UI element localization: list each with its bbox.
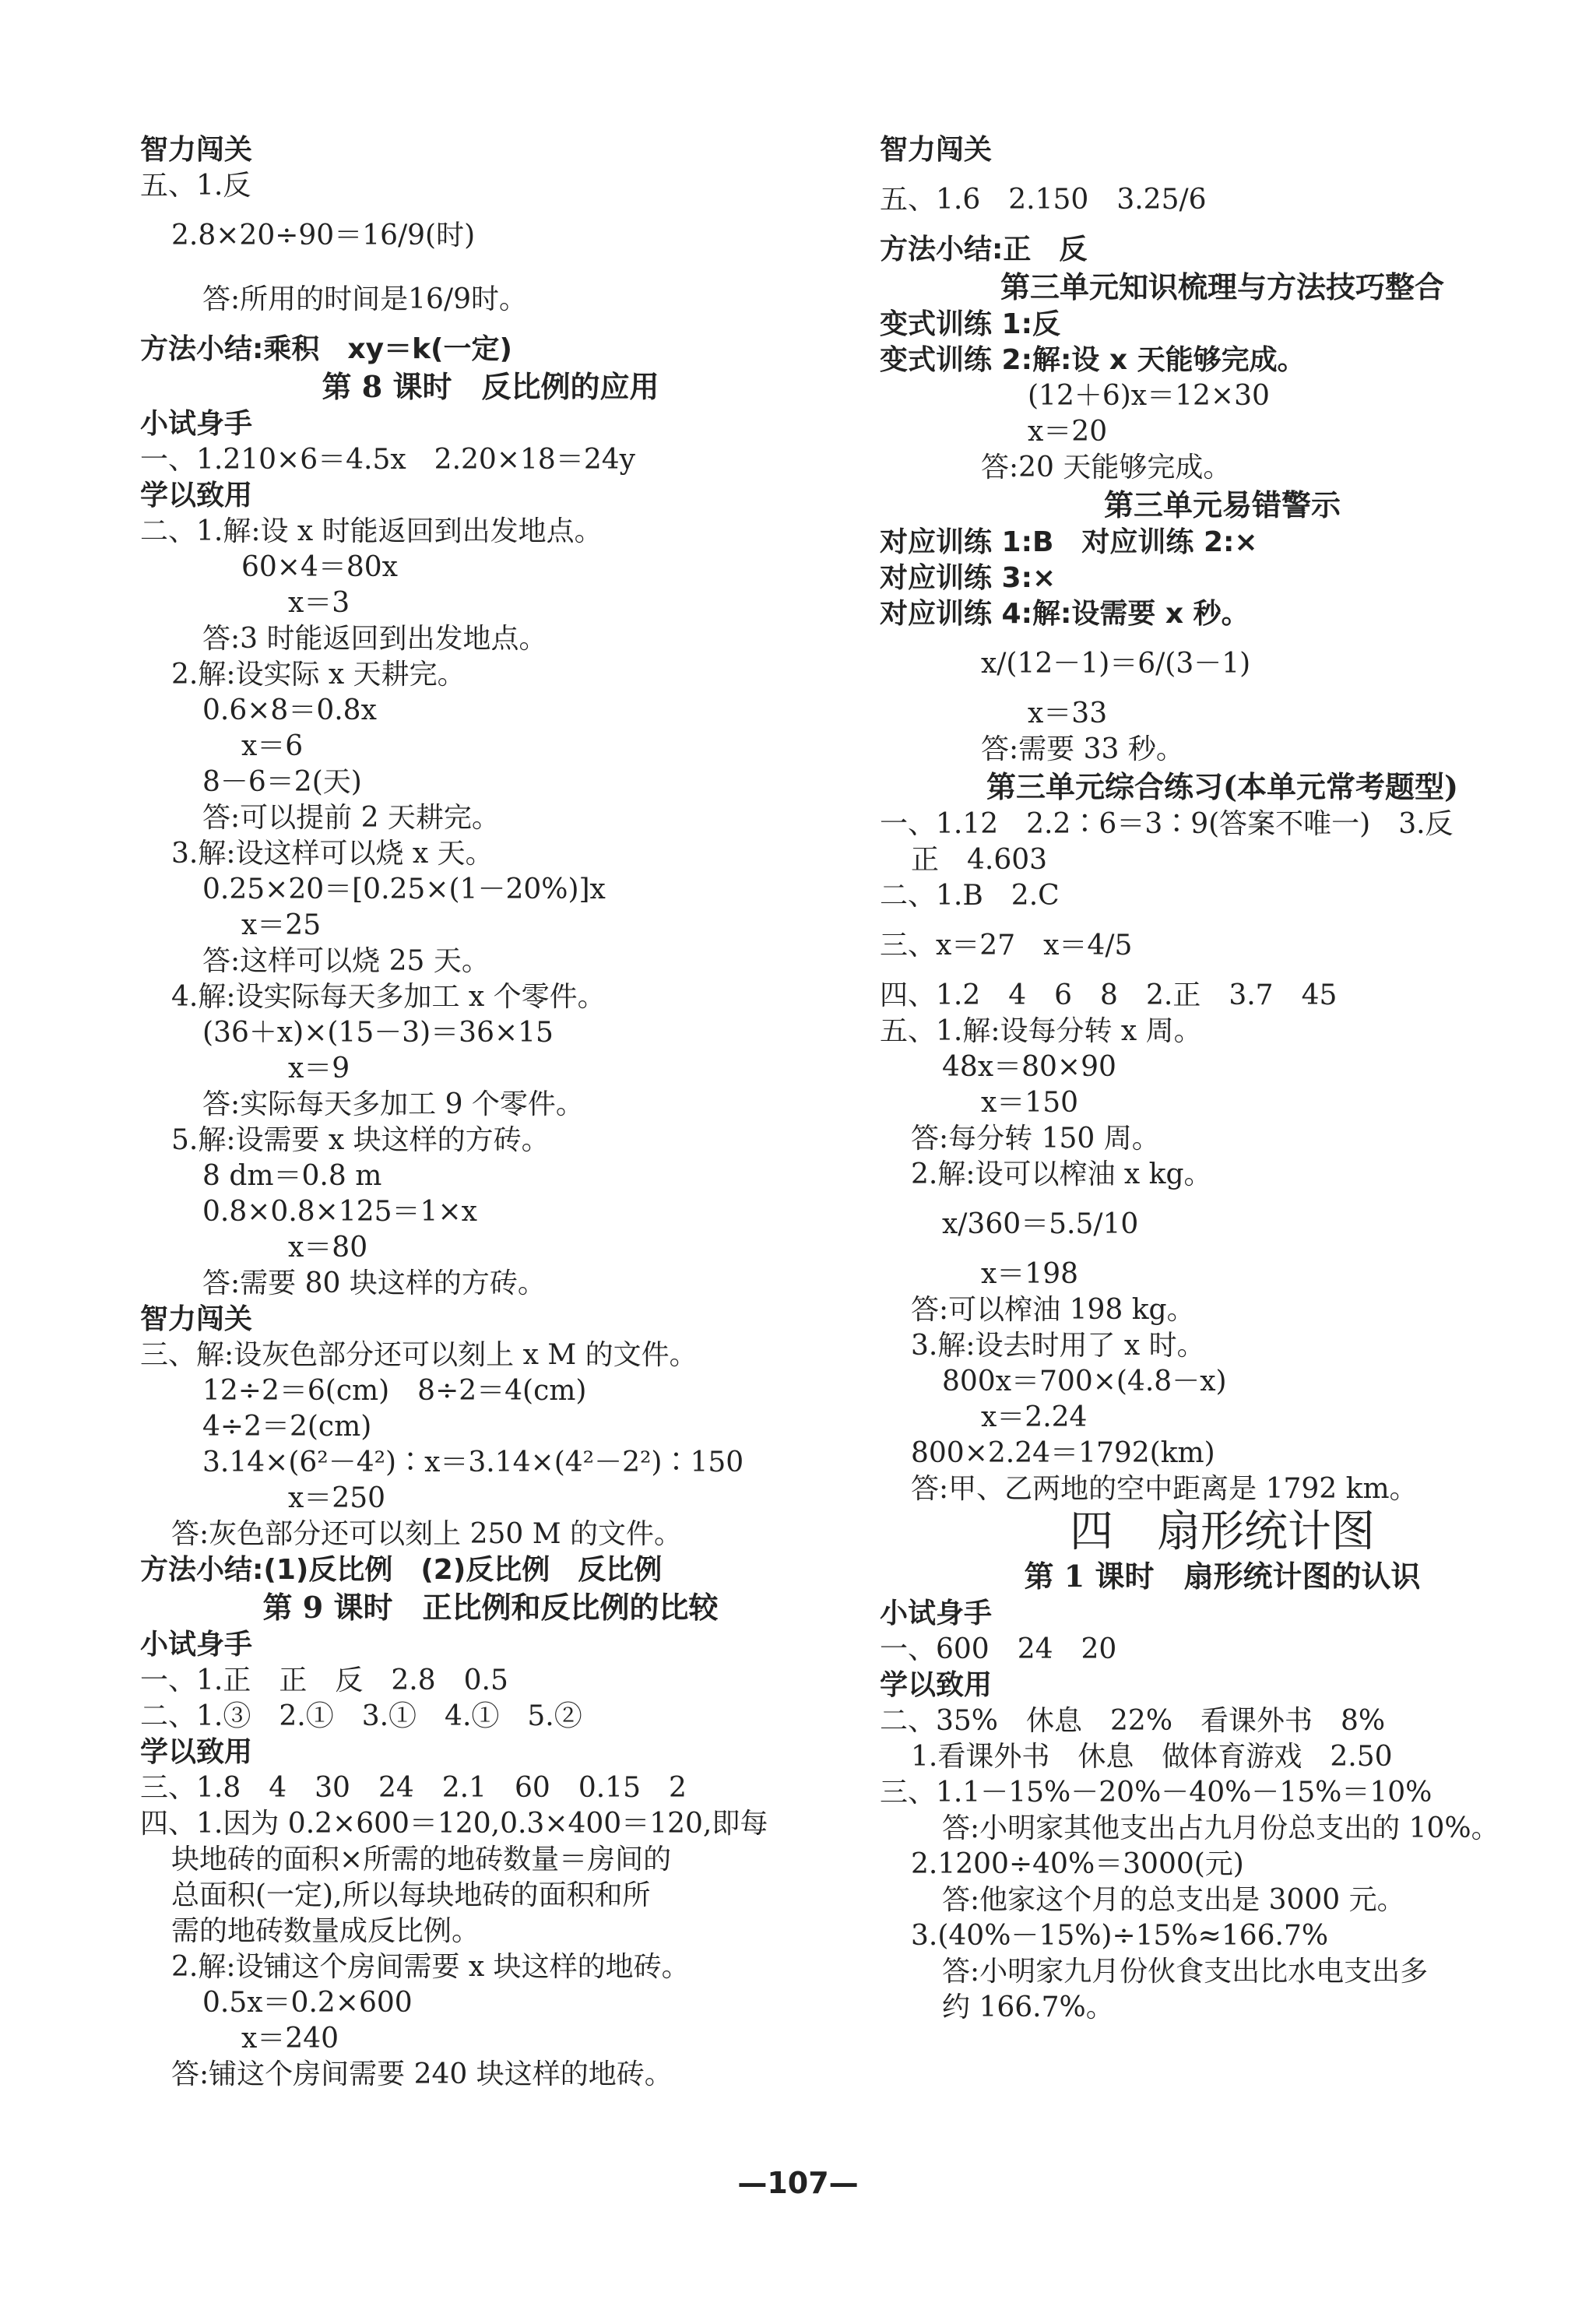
- right-line: 800×2.24＝1792(km): [911, 1437, 1215, 1469]
- right-line: x＝2.24: [981, 1401, 1088, 1433]
- left-line: 2.8×20÷90＝16/9(时): [171, 220, 476, 251]
- right-line: 1.看课外书 休息 做体育游戏 2.50: [911, 1741, 1393, 1773]
- right-line: 第三单元易错警示: [1103, 487, 1341, 522]
- left-line: 答:实际每天多加工 9 个零件。: [202, 1088, 584, 1120]
- right-line: 48x＝80×90: [942, 1051, 1116, 1083]
- right-line: 2.解:设可以榨油 x kg。: [911, 1158, 1212, 1190]
- left-line: 需的地砖数量成反比例。: [171, 1915, 480, 1947]
- left-line: 答:这样可以烧 25 天。: [202, 945, 490, 977]
- right-column: [880, 132, 1565, 2026]
- left-line: 第 9 课时 正比例和反比例的比较: [262, 1590, 719, 1625]
- left-line: 0.6×8＝0.8x: [202, 694, 377, 726]
- left-line: 智力闯关: [140, 1303, 253, 1335]
- right-line: 答:需要 33 秒。: [981, 733, 1184, 765]
- left-line: 8 dm＝0.8 m: [202, 1160, 382, 1192]
- right-line: 答:他家这个月的总支出是 3000 元。: [942, 1884, 1405, 1916]
- left-line: 4.解:设实际每天多加工 x 个零件。: [171, 981, 606, 1013]
- right-line: 约 166.7%。: [942, 1991, 1114, 2023]
- left-line: x＝240: [241, 2023, 339, 2055]
- page-number: —107—: [737, 2166, 859, 2200]
- right-line: 一、600 24 20: [880, 1633, 1117, 1665]
- right-line: 答:可以榨油 198 kg。: [911, 1294, 1195, 1326]
- right-line: 四 扇形统计图: [1070, 1506, 1375, 1557]
- left-line: 小试身手: [140, 408, 253, 440]
- left-line: x＝3: [288, 587, 350, 619]
- left-line: 小试身手: [140, 1629, 253, 1661]
- left-line: 方法小结:乘积 xy＝k(一定): [140, 333, 512, 365]
- left-line: 三、1.8 4 30 24 2.1 60 0.15 2: [140, 1772, 687, 1804]
- left-line: 5.解:设需要 x 块这样的方砖。: [171, 1124, 550, 1156]
- left-line: 3.14×(6²－4²)∶x＝3.14×(4²－2²)∶150: [202, 1447, 744, 1478]
- left-line: 答:3 时能返回到出发地点。: [202, 623, 547, 655]
- left-line: 0.25×20＝[0.25×(1－20%)]x: [202, 874, 606, 905]
- left-line: 答:铺这个房间需要 240 块这样的地砖。: [171, 2058, 673, 2090]
- right-line: x＝20: [1028, 416, 1108, 448]
- left-line: 8－6＝2(天): [202, 766, 362, 798]
- left-line: 块地砖的面积×所需的地砖数量＝房间的: [171, 1844, 672, 1875]
- left-line: 三、解:设灰色部分还可以刻上 x M 的文件。: [140, 1339, 698, 1371]
- left-line: 60×4＝80x: [241, 551, 398, 583]
- right-line: (12＋6)x＝12×30: [1028, 380, 1270, 412]
- left-line: 3.解:设这样可以烧 x 天。: [171, 838, 494, 870]
- right-line: x＝33: [1028, 698, 1108, 729]
- right-line: 变式训练 2:解:设 x 天能够完成。: [880, 344, 1306, 376]
- right-line: 五、1.解:设每分转 x 周。: [880, 1015, 1202, 1047]
- right-line: 一、1.12 2.2∶6＝3∶9(答案不唯一) 3.反: [880, 808, 1454, 840]
- right-line: 正 4.603: [911, 844, 1048, 876]
- left-line: 答:灰色部分还可以刻上 250 M 的文件。: [171, 1518, 683, 1550]
- left-line: 五、1.反: [140, 170, 251, 202]
- left-line: x＝6: [241, 730, 304, 762]
- right-line: 800x＝700×(4.8－x): [942, 1366, 1227, 1397]
- right-line: 对应训练 1:B 对应训练 2:×: [880, 526, 1258, 558]
- left-line: x＝250: [288, 1482, 386, 1514]
- left-line: 答:所用的时间是16/9时。: [202, 283, 527, 315]
- left-line: 学以致用: [140, 480, 253, 511]
- right-line: 智力闯关: [880, 134, 993, 166]
- right-line: 学以致用: [880, 1669, 993, 1701]
- left-column: [140, 132, 841, 2093]
- right-line: 第三单元知识梳理与方法技巧整合: [1000, 269, 1444, 304]
- left-line: 2.解:设铺这个房间需要 x 块这样的地砖。: [171, 1951, 690, 1983]
- right-line: 方法小结:正 反: [880, 234, 1088, 265]
- left-line: 二、1.解:设 x 时能返回到出发地点。: [140, 515, 603, 547]
- left-line: x＝25: [241, 909, 322, 941]
- right-line: 答:20 天能够完成。: [981, 452, 1232, 483]
- left-line: 二、1.③ 2.① 3.① 4.① 5.②: [140, 1700, 582, 1732]
- left-line: 方法小结:(1)反比例 (2)反比例 反比例: [140, 1554, 663, 1586]
- left-line: 答:需要 80 块这样的方砖。: [202, 1267, 546, 1299]
- left-line: 智力闯关: [140, 134, 253, 166]
- right-line: 2.1200÷40%＝3000(元): [911, 1848, 1244, 1880]
- right-line: 二、1.B 2.C: [880, 880, 1060, 912]
- left-line: 一、1.210×6＝4.5x 2.20×18＝24y: [140, 444, 635, 476]
- left-line: 答:可以提前 2 天耕完。: [202, 802, 500, 834]
- right-line: 四、1.2 4 6 8 2.正 3.7 45: [880, 979, 1338, 1011]
- left-line: 一、1.正 正 反 2.8 0.5: [140, 1664, 508, 1696]
- left-line: 四、1.因为 0.2×600＝120,0.3×400＝120,即每: [140, 1808, 768, 1840]
- left-line: x＝9: [288, 1053, 350, 1084]
- right-line: 3.解:设去时用了 x 时。: [911, 1330, 1205, 1362]
- right-line: 第 1 课时 扇形统计图的认识: [1024, 1559, 1421, 1594]
- right-line: x＝198: [981, 1258, 1079, 1290]
- left-line: 4÷2＝2(cm): [202, 1411, 372, 1443]
- right-line: 三、x＝27 x＝4/5: [880, 930, 1133, 961]
- right-line: 变式训练 1:反: [880, 308, 1060, 340]
- left-line: 0.5x＝0.2×600: [202, 1987, 413, 2019]
- right-line: 3.(40%－15%)÷15%≈166.7%: [911, 1920, 1329, 1952]
- left-line: x＝80: [288, 1232, 368, 1264]
- left-line: 2.解:设实际 x 天耕完。: [171, 659, 466, 691]
- left-line: 12÷2＝6(cm) 8÷2＝4(cm): [202, 1375, 587, 1407]
- right-line: 答:小明家其他支出占九月份总支出的 10%。: [942, 1812, 1499, 1844]
- left-line: 总面积(一定),所以每块地砖的面积和所: [171, 1879, 651, 1911]
- left-line: 学以致用: [140, 1736, 253, 1768]
- right-line: 第三单元综合练习(本单元常考题型): [986, 769, 1458, 804]
- right-line: x＝150: [981, 1087, 1079, 1119]
- left-line: (36＋x)×(15－3)＝36×15: [202, 1017, 554, 1049]
- left-line: 第 8 课时 反比例的应用: [322, 369, 659, 404]
- right-line: 对应训练 3:×: [880, 562, 1056, 594]
- right-line: 小试身手: [880, 1598, 993, 1629]
- left-line: 0.8×0.8×125＝1×x: [202, 1196, 477, 1228]
- right-line: 答:小明家九月份伙食支出比水电支出多: [942, 1956, 1429, 1988]
- right-line: x/360＝5.5/10: [942, 1208, 1139, 1240]
- right-line: 三、1.1－15%－20%－40%－15%＝10%: [880, 1777, 1433, 1809]
- right-line: 二、35% 休息 22% 看课外书 8%: [880, 1705, 1386, 1737]
- right-line: 五、1.6 2.150 3.25/6: [880, 184, 1207, 216]
- right-line: 答:甲、乙两地的空中距离是 1792 km。: [911, 1473, 1418, 1505]
- right-line: 对应训练 4:解:设需要 x 秒。: [880, 598, 1250, 630]
- right-line: x/(12－1)＝6/(3－1): [981, 648, 1251, 680]
- right-line: 答:每分转 150 周。: [911, 1123, 1160, 1155]
